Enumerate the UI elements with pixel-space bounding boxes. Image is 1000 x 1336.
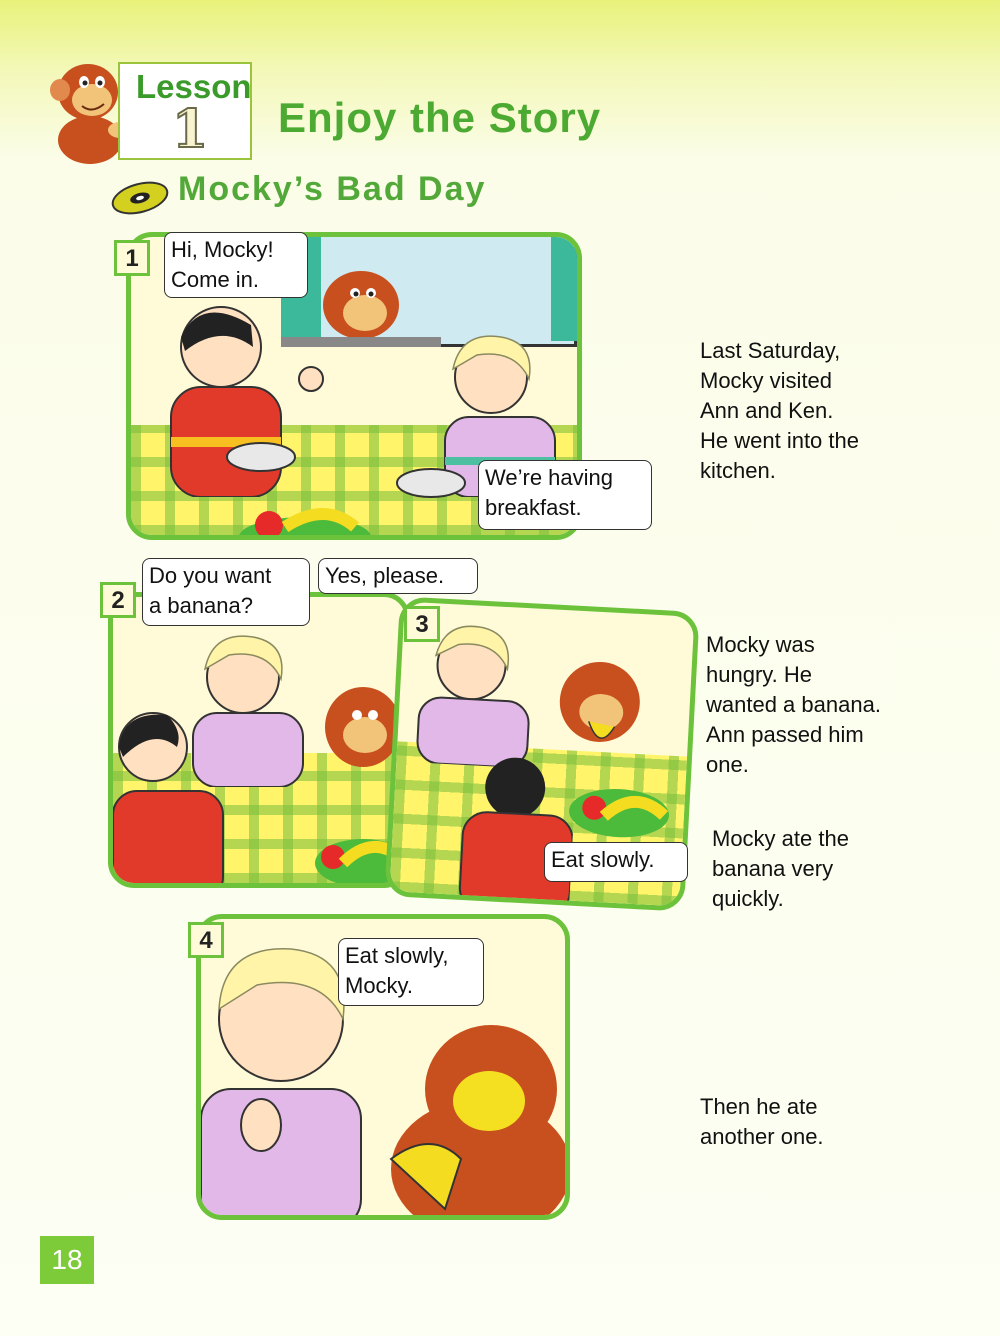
lesson-badge	[118, 62, 252, 160]
speech-bubble: Eat slowly.	[544, 842, 688, 882]
lesson-label: Lesson	[136, 68, 252, 105]
narration-text: Then he ate another one.	[700, 1094, 824, 1149]
speech-bubble: Do you want a banana?	[142, 558, 310, 626]
panel-number-1: 1	[114, 240, 150, 276]
narration-text: Mocky was hungry. He wanted a banana. Ann passed him one.	[706, 632, 881, 777]
panel-number-4: 4	[188, 922, 224, 958]
speech-bubble: Yes, please.	[318, 558, 478, 594]
cereal-bowl	[391, 463, 471, 513]
panel-number-2: 2	[100, 582, 136, 618]
curtain-right	[551, 232, 582, 341]
page-number: 18	[40, 1236, 94, 1284]
page-title: Enjoy the Story	[278, 94, 602, 141]
narration-text: Mocky ate the banana very quickly.	[712, 826, 849, 911]
boy-ken	[113, 707, 233, 888]
lesson-number: 1	[172, 99, 209, 160]
comic-panel-2	[108, 592, 410, 888]
speech-bubble: Hi, Mocky! Come in.	[164, 232, 308, 298]
cereal-bowl	[221, 437, 301, 487]
speech-bubble: Eat slowly, Mocky.	[338, 938, 484, 1006]
panel-number-3: 3	[404, 606, 440, 642]
speech-bubble: We’re having breakfast.	[478, 460, 652, 530]
cd-disc-icon[interactable]	[108, 176, 174, 216]
story-title: Mocky’s Bad Day	[178, 170, 487, 208]
monkey-mocky	[371, 1009, 570, 1220]
boy-ken-back	[449, 755, 577, 911]
fruit-plate	[235, 497, 375, 540]
monkey-eating	[547, 649, 663, 765]
narration-text: Last Saturday, Mocky visited Ann and Ken. He went into the kitchen.	[700, 338, 859, 483]
